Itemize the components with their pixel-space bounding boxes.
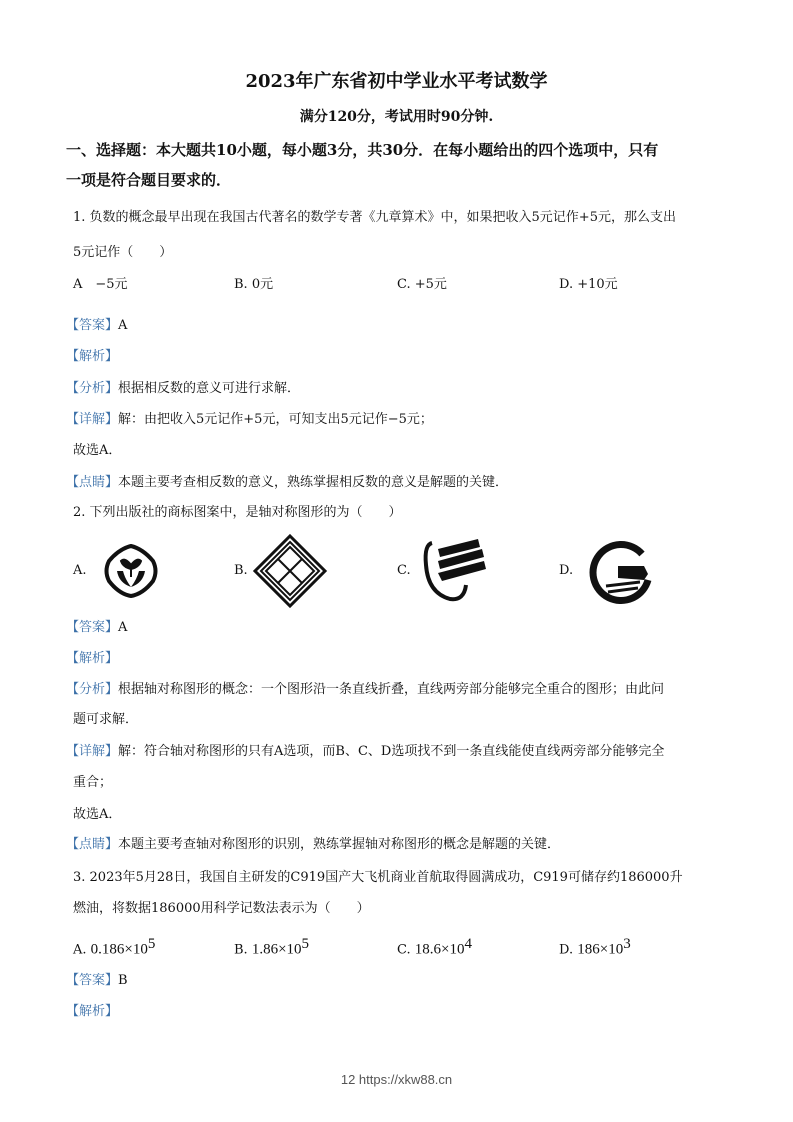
answer-tag: 【答案】 <box>66 973 119 988</box>
fenxi-tag: 【分析】 <box>66 381 119 396</box>
q1-option-d: D. +10元 <box>559 277 618 292</box>
q2-dianjing <box>66 835 560 855</box>
q3-analysis-tag: 【解析】 <box>66 1004 119 1019</box>
q2-option-c-label: C. <box>397 563 411 578</box>
q2-fenxi <box>66 680 664 700</box>
xiangjie-tag: 【详解】 <box>66 412 119 427</box>
q1-xiangjie <box>66 410 433 430</box>
option-label: D. <box>559 942 574 958</box>
xiangjie-text: 解：符合轴对称图形的只有A选项，而B、C、D选项找不到一条直线能使直线两旁部分能够完全 <box>118 744 665 759</box>
option-base: 18.6×10 <box>414 941 465 958</box>
fenxi-text: 根据相反数的意义可进行求解． <box>118 381 301 396</box>
logo-c-icon <box>420 535 490 607</box>
section-heading-cont: 一项是符合题目要求的． <box>66 171 232 189</box>
q2-analysis-tag: 【解析】 <box>66 651 119 666</box>
q1-stem: 1. 负数的概念最早出现在我国古代著名的数学专著《九章算术》中，如果把收入5元记作+5元，那么支出 <box>73 210 676 225</box>
q1-dianjing <box>66 473 508 493</box>
q1-option-c: C. +5元 <box>397 277 447 292</box>
q1-choose: 故选A． <box>73 443 122 458</box>
page-footer: 12 https://xkw88.cn <box>340 1072 453 1087</box>
q2-option-a-label: A. <box>73 563 87 578</box>
q3-stem: 3. 2023年5月28日，我国自主研发的C919国产大飞机商业首航取得圆满成功，C919可储存约186000升 <box>73 870 683 885</box>
q2-choose: 故选A． <box>73 807 122 822</box>
logo-a-icon <box>103 543 159 599</box>
q2-option-d-label: D. <box>559 563 574 578</box>
logo-d-icon <box>588 540 654 606</box>
q1-fenxi <box>66 379 300 399</box>
q2-xiangjie-cont: 重合； <box>73 775 113 790</box>
dianjing-tag: 【点睛】 <box>66 475 119 490</box>
answer-value: A <box>118 620 128 635</box>
answer-tag: 【答案】 <box>66 318 119 333</box>
q3-option-a <box>73 934 155 960</box>
dianjing-text: 本题主要考查轴对称图形的识别，熟练掌握轴对称图形的概念是解题的关键． <box>118 837 561 852</box>
option-label: C. <box>397 942 411 958</box>
q3-option-d <box>559 934 631 960</box>
option-exponent: 5 <box>301 936 310 952</box>
page-title: 2023年广东省初中学业水平考试数学 <box>245 71 548 92</box>
q3-option-b <box>234 934 309 960</box>
option-base: 0.186×10 <box>90 941 148 958</box>
answer-tag: 【答案】 <box>66 620 119 635</box>
q3-stem-cont: 燃油，将数据186000用科学记数法表示为（ ） <box>73 901 370 916</box>
option-exponent: 4 <box>464 936 472 952</box>
option-base: 1.86×10 <box>251 941 302 958</box>
q2-option-b-label: B. <box>234 563 248 578</box>
q1-stem-cont: 5元记作（ ） <box>73 245 173 260</box>
answer-value: A <box>118 318 128 333</box>
subtitle: 满分120分，考试用时90分钟. <box>299 109 494 125</box>
q1-option-b: B. 0元 <box>234 277 274 292</box>
logo-b-icon <box>252 533 328 609</box>
option-label: A. <box>73 942 87 958</box>
fenxi-text: 根据轴对称图形的概念：一个图形沿一条直线折叠，直线两旁部分能够完全重合的图形；由此问 <box>118 682 665 697</box>
q2-fenxi-cont: 题可求解． <box>73 712 139 727</box>
xiangjie-text: 解：由把收入5元记作+5元，可知支出5元记作−5元； <box>118 412 433 427</box>
q2-stem: 2. 下列出版社的商标图案中，是轴对称图形的为（ ） <box>73 505 402 520</box>
fenxi-tag: 【分析】 <box>66 682 119 697</box>
q1-option-a: A −5元 <box>73 277 128 292</box>
section-heading: 一、选择题：本大题共10小题，每小题3分，共30分．在每小题给出的四个选项中，只有 <box>66 141 659 159</box>
dianjing-tag: 【点睛】 <box>66 837 119 852</box>
dianjing-text: 本题主要考查相反数的意义，熟练掌握相反数的意义是解题的关键． <box>118 475 509 490</box>
q3-option-c <box>397 934 472 960</box>
q2-answer <box>66 618 127 638</box>
option-exponent: 3 <box>623 936 631 952</box>
answer-value: B <box>118 973 128 988</box>
option-exponent: 5 <box>147 936 156 952</box>
q1-answer <box>66 316 127 336</box>
q2-xiangjie <box>66 742 664 762</box>
xiangjie-tag: 【详解】 <box>66 744 119 759</box>
q1-analysis-tag: 【解析】 <box>66 349 119 364</box>
option-base: 186×10 <box>577 941 624 958</box>
option-label: B. <box>234 942 248 958</box>
q3-answer <box>66 971 128 991</box>
